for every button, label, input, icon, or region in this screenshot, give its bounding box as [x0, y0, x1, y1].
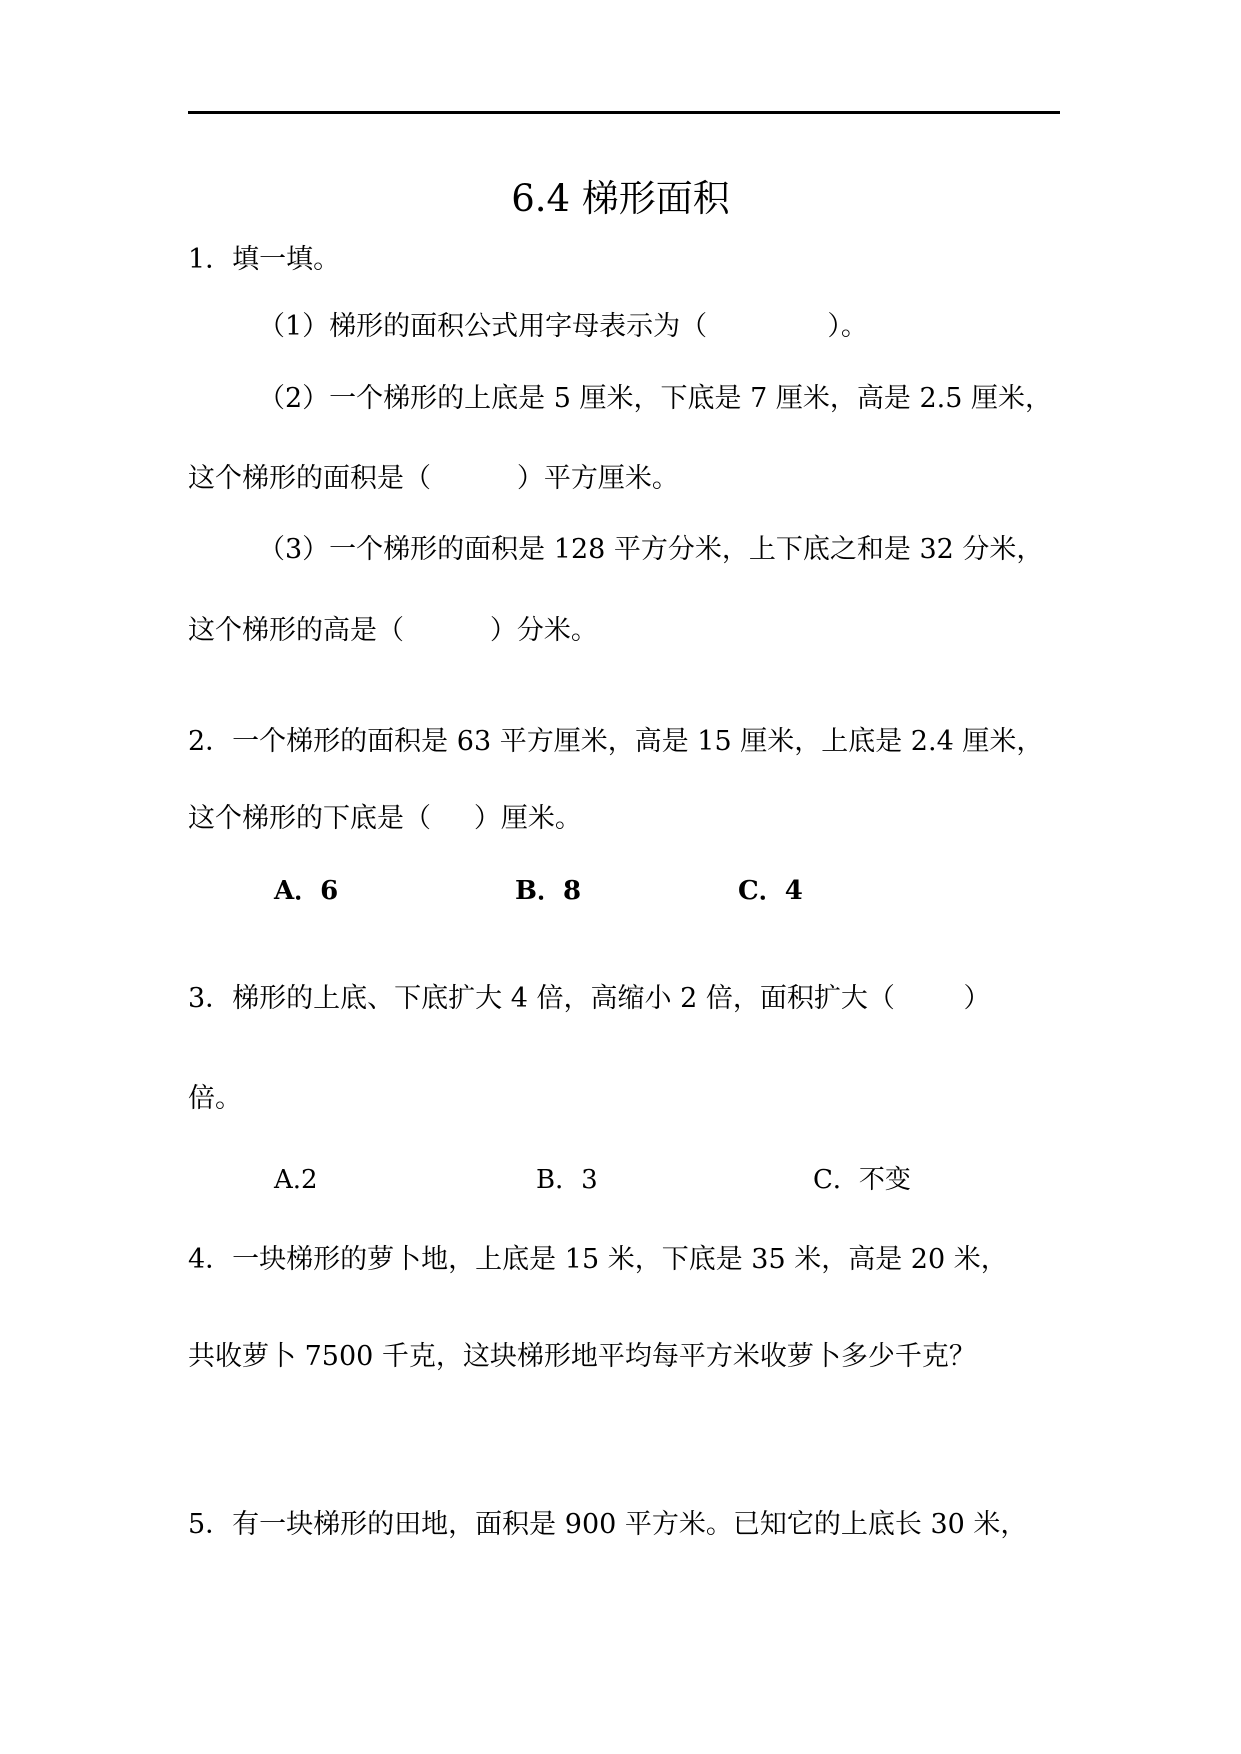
q1-part2-line2: 这个梯形的面积是（ ）平方厘米。 [188, 463, 679, 494]
q2-option-b: B．8 [515, 876, 582, 906]
q3-option-b: B．3 [536, 1165, 598, 1195]
q1-part2-line1: （2）一个梯形的上底是 5 厘米，下底是 7 厘米，高是 2.5 厘米， [258, 383, 1052, 414]
q3-line2: 倍。 [188, 1083, 242, 1114]
q2-line2: 这个梯形的下底是（ ）厘米。 [188, 803, 582, 834]
q2-option-a: A．6 [274, 876, 339, 906]
q2-option-c: C．4 [738, 876, 803, 906]
q5-line1: 5．有一块梯形的田地，面积是 900 平方米。已知它的上底长 30 米， [188, 1509, 1028, 1540]
header-rule [188, 111, 1060, 114]
q1-part1: （1）梯形的面积公式用字母表示为（ ）。 [258, 311, 868, 342]
q3-option-a: A.2 [274, 1165, 318, 1195]
q4-line1: 4．一块梯形的萝卜地，上底是 15 米，下底是 35 米，高是 20 米， [188, 1244, 1008, 1275]
q4-line2: 共收萝卜 7500 千克，这块梯形地平均每平方米收萝卜多少千克？ [188, 1341, 976, 1372]
q1-heading: 1．填一填。 [188, 244, 341, 275]
q3-option-c: C．不变 [813, 1165, 911, 1195]
q1-part3-line1: （3）一个梯形的面积是 128 平方分米，上下底之和是 32 分米， [258, 534, 1044, 565]
q2-line1: 2．一个梯形的面积是 63 平方厘米，高是 15 厘米，上底是 2.4 厘米， [188, 726, 1044, 757]
q3-line1: 3．梯形的上底、下底扩大 4 倍，高缩小 2 倍，面积扩大（ ） [188, 983, 991, 1014]
q1-part3-line2: 这个梯形的高是（ ）分米。 [188, 615, 598, 646]
page-title: 6.4 梯形面积 [511, 177, 730, 220]
